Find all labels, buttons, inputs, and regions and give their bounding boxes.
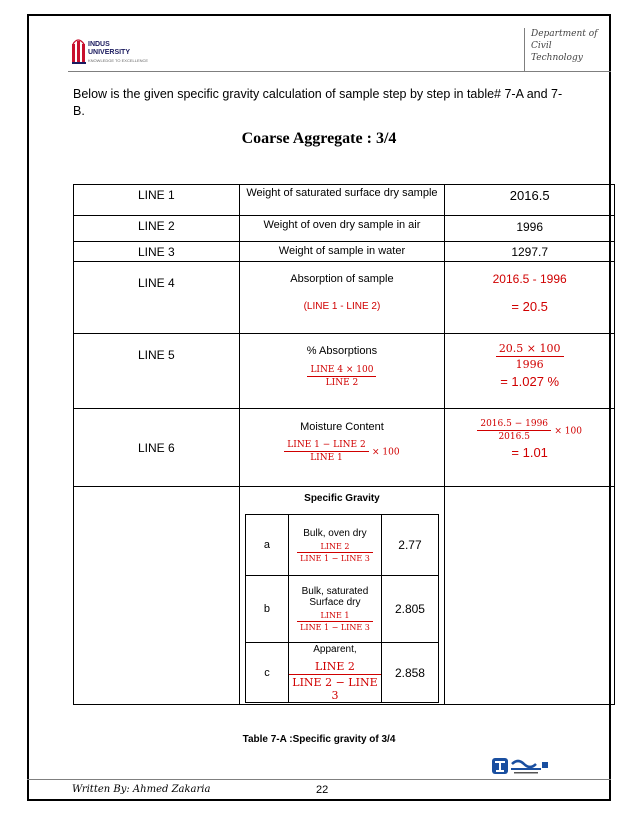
- line-label: LINE 4: [74, 262, 240, 334]
- line-calc: $\frac{20.5 \times 100}{1996}$: [496, 342, 564, 371]
- table-row: [74, 262, 615, 334]
- sg-formula: $\frac{\text{LINE 1}}{\text{LINE 1 − LINE 3}}$: [297, 611, 373, 632]
- line-calc-cell: [445, 334, 615, 409]
- table-row: [245, 515, 438, 576]
- line-result: = 20.5: [511, 299, 548, 314]
- line-description-cell: [239, 334, 445, 409]
- table-caption: Table 7-A :Specific gravity of 3/4: [242, 734, 396, 745]
- footer-author: Written By: Ahmed Zakaria: [72, 784, 211, 795]
- sg-key: b: [245, 576, 288, 643]
- empty-cell: [445, 487, 615, 705]
- line-description: Weight of saturated surface dry sample: [239, 185, 445, 216]
- table-row: [74, 242, 615, 262]
- line-formula: $\frac{\text{LINE 4 × 100}}{\text{LINE 2}}$: [307, 365, 376, 388]
- line-calc-cell: [445, 409, 615, 487]
- sg-value: 2.805: [381, 576, 438, 643]
- specific-gravity-title: Specific Gravity: [304, 493, 380, 504]
- line-label: LINE 2: [74, 216, 240, 242]
- table-row: [74, 334, 615, 409]
- department-line: Civil: [531, 41, 552, 51]
- line-result: = 1.01: [511, 445, 548, 460]
- table-row: [74, 409, 615, 487]
- company-logo-icon: [492, 756, 550, 778]
- sg-formula-cell: [288, 576, 381, 643]
- line-calc-cell: [445, 262, 615, 334]
- sg-formula-cell: [288, 515, 381, 576]
- department-box: [524, 28, 611, 72]
- sg-label: Bulk, oven dry: [303, 527, 367, 539]
- specific-gravity-subtable: [245, 514, 439, 703]
- line-description-cell: [239, 262, 445, 334]
- sg-key: c: [245, 643, 288, 703]
- page-number: 22: [316, 784, 329, 796]
- line-description: Weight of sample in water: [239, 242, 445, 262]
- line-description: Absorption of sample: [290, 273, 394, 285]
- line-description: % Absorptions: [306, 345, 378, 357]
- department-line: Department of: [531, 29, 598, 39]
- line-calc: $\frac{2016.5 - 1996}{2016.5}$ × 100: [445, 419, 614, 442]
- line-label: LINE 5: [74, 334, 240, 409]
- line-label: LINE 6: [74, 409, 240, 487]
- table-row: [245, 576, 438, 643]
- header-rule: [68, 71, 524, 72]
- line-value: 1297.7: [445, 242, 615, 262]
- specific-gravity-table: [73, 184, 615, 705]
- sg-label: Apparent,: [313, 643, 357, 655]
- line-label: LINE 3: [74, 242, 240, 262]
- table-row: [245, 643, 438, 703]
- line-formula: $\frac{\text{LINE 1 − LINE 2}}{\text{LINE 1}}$ × 100: [240, 440, 445, 463]
- sg-formula: $\frac{\text{LINE 2}}{\text{LINE 1 − LINE 3}}$: [297, 542, 373, 563]
- logo-tagline: KNOWLEDGE TO EXCELLENCE: [88, 58, 149, 63]
- line-label: LINE 1: [74, 185, 240, 216]
- line-description: Weight of oven dry sample in air: [239, 216, 445, 242]
- specific-gravity-cell: [239, 487, 445, 705]
- table-row: [74, 216, 615, 242]
- sg-formula: $\frac{\text{LINE 2}}{\text{LINE 2 − LINE 3}}$: [289, 660, 381, 702]
- section-title: Coarse Aggregate : 3/4: [241, 130, 397, 147]
- line-description-cell: [239, 409, 445, 487]
- sg-value: 2.77: [381, 515, 438, 576]
- intro-text: Below is the given specific gravity calculation of sample step by step in table# 7-A and 7-B.: [73, 87, 563, 118]
- empty-cell: [74, 487, 240, 705]
- sg-value: 2.858: [381, 643, 438, 703]
- table-row: [74, 487, 615, 705]
- line-calc: 2016.5 - 1996: [492, 272, 567, 286]
- logo-text: INDUS UNIVERSITY: [88, 41, 131, 56]
- department-line: Technology: [531, 53, 583, 63]
- line-formula: (LINE 1 - LINE 2): [303, 301, 381, 312]
- line-value: 1996: [445, 216, 615, 242]
- line-value: 2016.5: [445, 185, 615, 216]
- line-result: = 1.027 %: [500, 374, 560, 389]
- sg-label: Bulk, saturated Surface dry: [301, 586, 369, 608]
- sg-key: a: [245, 515, 288, 576]
- table-row: [74, 185, 615, 216]
- footer-rule: [27, 779, 611, 780]
- line-description: Moisture Content: [300, 421, 384, 433]
- sg-formula-cell: [288, 643, 381, 703]
